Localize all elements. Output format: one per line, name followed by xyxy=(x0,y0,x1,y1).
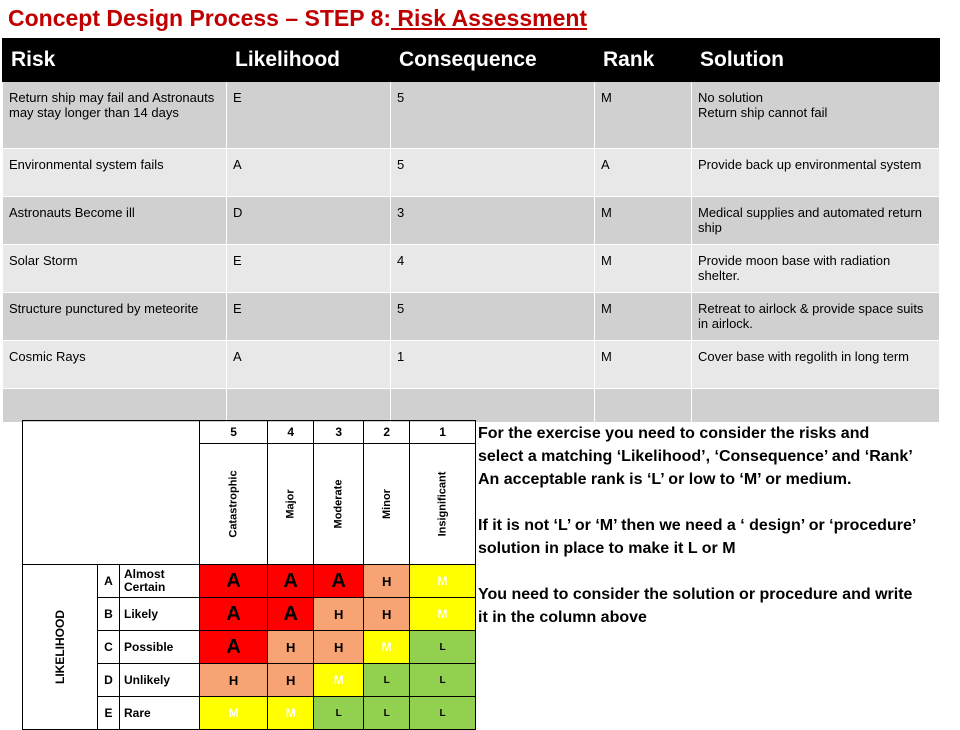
matrix-cell: H xyxy=(200,664,268,697)
consequence-label-text: Catastrophic xyxy=(227,470,240,538)
consequence-number: 1 xyxy=(410,421,476,444)
likelihood-label: Rare xyxy=(120,697,200,730)
likelihood-label: Unlikely xyxy=(120,664,200,697)
consequence-number: 3 xyxy=(314,421,364,444)
risk-cell: Structure punctured by meteorite xyxy=(3,293,227,341)
consequence-label xyxy=(200,444,268,565)
solution-cell: Provide moon base with radiation shelter. xyxy=(692,245,940,293)
likelihood-cell: A xyxy=(227,341,391,389)
matrix-cell: M xyxy=(364,631,410,664)
risk-cell xyxy=(3,389,227,423)
table-row xyxy=(3,245,940,293)
table-row xyxy=(3,341,940,389)
consequence-label xyxy=(364,444,410,565)
rank-cell: A xyxy=(595,149,692,197)
consequence-label-text: Moderate xyxy=(332,479,345,529)
matrix-cell: H xyxy=(364,598,410,631)
matrix-cell: H xyxy=(268,631,314,664)
likelihood-letter: B xyxy=(98,598,120,631)
rank-cell: M xyxy=(595,82,692,149)
matrix-cell: M xyxy=(314,664,364,697)
solution-cell: Medical supplies and automated return ship xyxy=(692,197,940,245)
likelihood-cell: E xyxy=(227,245,391,293)
rank-cell xyxy=(595,389,692,423)
consequence-label-text: Insignificant xyxy=(436,471,449,537)
matrix-cell: L xyxy=(364,697,410,730)
consequence-cell: 3 xyxy=(391,197,595,245)
matrix-cell: A xyxy=(314,565,364,598)
likelihood-cell xyxy=(227,389,391,423)
consequence-cell xyxy=(391,389,595,423)
consequence-cell: 5 xyxy=(391,293,595,341)
risk-matrix xyxy=(22,420,476,730)
table-row xyxy=(3,293,940,341)
consequence-number: 2 xyxy=(364,421,410,444)
consequence-cell: 5 xyxy=(391,149,595,197)
matrix-cell: L xyxy=(314,697,364,730)
page-title xyxy=(8,5,587,32)
risk-cell: Solar Storm xyxy=(3,245,227,293)
matrix-cell: A xyxy=(200,598,268,631)
matrix-cell: M xyxy=(410,565,476,598)
rank-cell: M xyxy=(595,341,692,389)
solution-cell: Provide back up environmental system xyxy=(692,149,940,197)
likelihood-label: Likely xyxy=(120,598,200,631)
matrix-cell: M xyxy=(200,697,268,730)
consequence-label-text: Minor xyxy=(380,489,393,519)
risk-cell: Astronauts Become ill xyxy=(3,197,227,245)
matrix-cell: M xyxy=(410,598,476,631)
likelihood-letter: E xyxy=(98,697,120,730)
consequence-label xyxy=(268,444,314,565)
rank-cell: M xyxy=(595,245,692,293)
likelihood-axis-text: LIKELIHOOD xyxy=(53,610,67,684)
matrix-cell: A xyxy=(268,598,314,631)
risk-table-header xyxy=(3,39,940,82)
matrix-cell: L xyxy=(410,697,476,730)
instructions-paragraph: An acceptable rank is ‘L’ or low to ‘M’ or medium. xyxy=(478,471,852,488)
matrix-cell: L xyxy=(410,664,476,697)
matrix-cell: L xyxy=(410,631,476,664)
matrix-cell: L xyxy=(364,664,410,697)
table-row xyxy=(3,197,940,245)
header-consequence: Consequence xyxy=(391,39,595,82)
matrix-cell: A xyxy=(268,565,314,598)
header-risk: Risk xyxy=(3,39,227,82)
matrix-cell: A xyxy=(200,631,268,664)
likelihood-cell: E xyxy=(227,293,391,341)
header-likelihood: Likelihood xyxy=(227,39,391,82)
matrix-cell: H xyxy=(314,598,364,631)
table-row-empty xyxy=(3,389,940,423)
risk-assessment-table xyxy=(2,38,940,423)
consequence-label xyxy=(314,444,364,565)
consequence-number: 5 xyxy=(200,421,268,444)
header-rank: Rank xyxy=(595,39,692,82)
matrix-cell: A xyxy=(200,565,268,598)
instructions-text xyxy=(478,422,918,629)
rank-cell: M xyxy=(595,293,692,341)
likelihood-letter: D xyxy=(98,664,120,697)
solution-cell: Retreat to airlock & provide space suits in airlock. xyxy=(692,293,940,341)
risk-cell: Return ship may fail and Astronauts may stay longer than 14 days xyxy=(3,82,227,149)
table-row xyxy=(3,149,940,197)
consequence-number: 4 xyxy=(268,421,314,444)
rank-cell: M xyxy=(595,197,692,245)
consequence-label-text: Major xyxy=(284,489,297,519)
matrix-cell: H xyxy=(314,631,364,664)
instructions-paragraph: You need to consider the solution or procedure and write it in the column above xyxy=(478,586,913,626)
risk-cell: Cosmic Rays xyxy=(3,341,227,389)
consequence-cell: 1 xyxy=(391,341,595,389)
likelihood-label: Almost Certain xyxy=(120,565,200,598)
likelihood-letter: A xyxy=(98,565,120,598)
likelihood-letter: C xyxy=(98,631,120,664)
matrix-corner xyxy=(23,421,200,565)
instructions-paragraph: For the exercise you need to consider the risks and select a matching ‘Likelihood’, ‘Consequence’ and ‘Rank’ xyxy=(478,425,913,465)
likelihood-cell: A xyxy=(227,149,391,197)
consequence-cell: 5 xyxy=(391,82,595,149)
likelihood-cell: D xyxy=(227,197,391,245)
table-row xyxy=(3,82,940,149)
matrix-cell: M xyxy=(268,697,314,730)
matrix-cell: H xyxy=(364,565,410,598)
header-solution: Solution xyxy=(692,39,940,82)
solution-cell: Cover base with regolith in long term xyxy=(692,341,940,389)
likelihood-label: Possible xyxy=(120,631,200,664)
risk-cell: Environmental system fails xyxy=(3,149,227,197)
likelihood-cell: E xyxy=(227,82,391,149)
likelihood-axis-label xyxy=(23,565,98,730)
solution-cell xyxy=(692,389,940,423)
matrix-cell: H xyxy=(268,664,314,697)
consequence-label xyxy=(410,444,476,565)
title-subject: Risk Assessment xyxy=(391,5,588,31)
instructions-paragraph: If it is not ‘L’ or ‘M’ then we need a ‘ design’ or ‘procedure’ solution in place to make it L or M xyxy=(478,517,916,557)
title-step: Concept Design Process – STEP 8: xyxy=(8,5,392,31)
consequence-cell: 4 xyxy=(391,245,595,293)
solution-cell: No solution Return ship cannot fail xyxy=(692,82,940,149)
